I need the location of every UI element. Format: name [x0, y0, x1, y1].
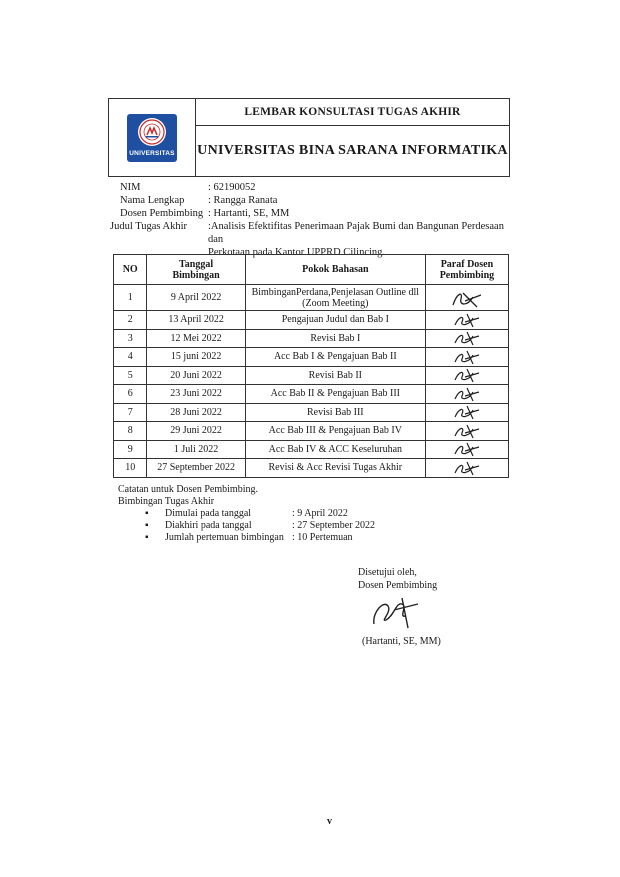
row-date: 12 Mei 2022 [147, 329, 245, 348]
signature-icon [447, 386, 487, 402]
thesis-value-line2: Perkotaan pada Kantor UPPRD Cilincing. [208, 247, 386, 258]
row-date: 23 Juni 2022 [147, 385, 245, 404]
thesis-value-line1: :Analisis Efektifitas Penerimaan Pajak Bumi dan Bangunan Perdesaan dan [208, 221, 504, 245]
row-date: 15 juni 2022 [147, 348, 245, 367]
row-signature [425, 348, 508, 367]
row-date: 1 Juli 2022 [147, 440, 245, 459]
consultation-table [113, 254, 509, 478]
nim-row [112, 181, 518, 194]
university-logo [127, 114, 177, 162]
table-row [114, 422, 509, 441]
form-title: LEMBAR KONSULTASI TUGAS AKHIR [196, 99, 509, 126]
row-no: 6 [114, 385, 147, 404]
row-no: 5 [114, 366, 147, 385]
row-signature [425, 422, 508, 441]
name-label: Nama Lengkap [120, 195, 185, 206]
signature-icon [447, 404, 487, 420]
notes-line2: Bimbingan Tugas Akhir [118, 496, 215, 507]
row-signature [425, 285, 508, 311]
note-value: : 9 April 2022 [292, 508, 348, 519]
bullet-icon: ▪ [145, 532, 149, 543]
row-topic: Acc Bab I & Pengajuan Bab II [245, 348, 425, 367]
header-sign [425, 255, 508, 285]
name-row [112, 194, 518, 207]
header-date-line1: Tanggal [179, 258, 214, 270]
nim-label: NIM [120, 182, 141, 193]
approval-block [358, 566, 441, 648]
notes-list [118, 508, 375, 544]
note-value: : 27 September 2022 [292, 520, 376, 531]
row-no: 4 [114, 348, 147, 367]
signature-icon [447, 423, 487, 439]
row-no: 10 [114, 459, 147, 478]
logo-cell [109, 99, 196, 176]
row-date: 29 Juni 2022 [147, 422, 245, 441]
row-date: 13 April 2022 [147, 311, 245, 330]
row-no: 8 [114, 422, 147, 441]
row-topic: Acc Bab III & Pengajuan Bab IV [245, 422, 425, 441]
row-topic: Revisi Bab I [245, 329, 425, 348]
row-date: 9 April 2022 [147, 285, 245, 311]
row-date: 28 Juni 2022 [147, 403, 245, 422]
row-no: 9 [114, 440, 147, 459]
row-topic: Acc Bab II & Pengajuan Bab III [245, 385, 425, 404]
row-topic: Acc Bab IV & ACC Keseluruhan [245, 440, 425, 459]
signature-icon [447, 441, 487, 457]
approval-line1: Disetujui oleh, [358, 567, 417, 578]
row-signature [425, 459, 508, 478]
advisor-value: : Hartanti, SE, MM [208, 208, 290, 219]
page-number: v [327, 816, 332, 827]
note-value: : 10 Pertemuan [292, 532, 353, 543]
row-no: 3 [114, 329, 147, 348]
table-row [114, 459, 509, 478]
list-item [118, 508, 375, 520]
title-cell [196, 99, 509, 176]
row-topic-line2: (Zoom Meeting) [302, 297, 369, 309]
row-date: 27 September 2022 [147, 459, 245, 478]
advisor-label: Dosen Pembimbing [120, 208, 204, 219]
row-signature [425, 311, 508, 330]
signature-icon [447, 460, 487, 476]
advisor-notes [118, 484, 375, 544]
row-topic: Pengajuan Judul dan Bab I [245, 311, 425, 330]
nim-value: : 62190052 [208, 182, 256, 193]
row-topic-line1: BimbinganPerdana,Penjelasan Outline dll [251, 286, 420, 298]
row-no: 2 [114, 311, 147, 330]
student-info [112, 181, 518, 259]
header-date [147, 255, 245, 285]
approval-signature [368, 592, 441, 632]
row-signature [425, 403, 508, 422]
signature-icon [447, 312, 487, 328]
row-topic: Revisi & Acc Revisi Tugas Akhir [245, 459, 425, 478]
table-row [114, 329, 509, 348]
header-no: NO [114, 255, 147, 285]
signature-icon [447, 349, 487, 365]
notes-line1: Catatan untuk Dosen Pembimbing. [118, 484, 258, 495]
row-topic [245, 285, 425, 311]
row-signature [425, 440, 508, 459]
signature-icon [447, 367, 487, 383]
logo-emblem-icon [138, 118, 166, 146]
row-topic: Revisi Bab III [245, 403, 425, 422]
advisor-row [112, 207, 518, 220]
row-date: 20 Juni 2022 [147, 366, 245, 385]
table-row [114, 385, 509, 404]
signature-icon [447, 330, 487, 346]
row-signature [425, 366, 508, 385]
signature-icon [447, 287, 487, 309]
row-no: 7 [114, 403, 147, 422]
bullet-icon: ▪ [145, 520, 149, 531]
table-row [114, 285, 509, 311]
table-row [114, 403, 509, 422]
signature-icon [368, 592, 428, 632]
header-sign-line1: Paraf Dosen [440, 258, 494, 270]
thesis-label: Judul Tugas Akhir [110, 221, 188, 232]
name-value: : Rangga Ranata [208, 195, 278, 206]
note-label: Dimulai pada tanggal [165, 508, 252, 519]
table-row [114, 311, 509, 330]
bullet-icon: ▪ [145, 508, 149, 519]
note-label: Jumlah pertemuan bimbingan [165, 532, 284, 543]
table-row [114, 366, 509, 385]
header-date-line2: Bimbingan [172, 269, 220, 281]
header-topic: Pokok Bahasan [245, 255, 425, 285]
list-item [118, 532, 375, 544]
university-name: UNIVERSITAS BINA SARANA INFORMATIKA [197, 143, 508, 158]
table-header-row [114, 255, 509, 285]
row-no: 1 [114, 285, 147, 311]
note-label: Diakhiri pada tanggal [165, 520, 252, 531]
header-box [108, 98, 510, 177]
logo-text: UNIVERSITAS [129, 149, 175, 157]
row-signature [425, 329, 508, 348]
row-signature [425, 385, 508, 404]
approval-line2: Dosen Pembimbing [358, 580, 438, 591]
table-row [114, 348, 509, 367]
advisor-name: (Hartanti, SE, MM) [362, 636, 441, 647]
header-sign-line2: Pembimbing [439, 269, 495, 281]
row-topic: Revisi Bab II [245, 366, 425, 385]
list-item [118, 520, 375, 532]
table-row [114, 440, 509, 459]
